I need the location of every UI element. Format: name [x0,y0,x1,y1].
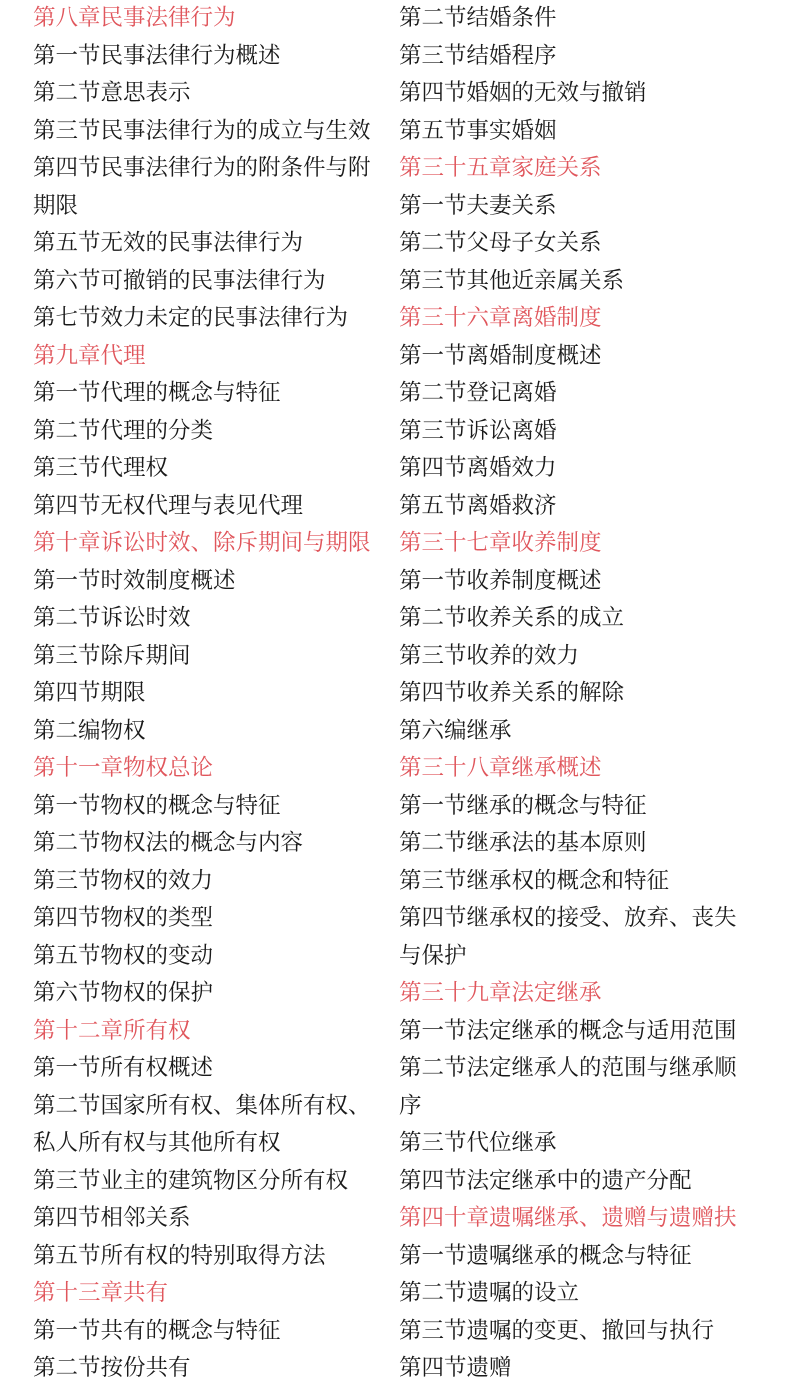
section-entry: 第三节代位继承 [399,1130,557,1156]
section-entry: 第四节法定继承中的遗产分配 [399,1167,692,1194]
section-entry: 第二节物权法的概念与内容 [33,830,304,856]
section-entry: 第五节离婚救济 [399,492,557,519]
section-entry: 第一节物权的概念与特征 [33,792,281,819]
section-entry: 与保护 [399,942,467,969]
section-entry: 第一节法定继承的概念与适用范围 [399,1017,737,1044]
section-entry: 第一节时效制度概述 [33,567,236,594]
section-entry: 第二编物权 [33,717,146,744]
section-entry: 第四节继承权的接受、放弃、丧失 [399,905,737,931]
toc-column-right [399,0,761,1388]
section-entry: 第二节法定继承人的范围与继承顺 [399,1055,737,1081]
section-entry: 第一节继承的概念与特征 [399,792,647,819]
section-entry: 第三节除斥期间 [33,642,191,669]
section-entry: 期限 [33,192,79,219]
section-entry: 第六编继承 [399,717,512,744]
section-entry: 第四节无权代理与表见代理 [33,492,304,519]
section-entry: 第三节遗嘱的变更、撤回与执行 [399,1317,715,1344]
section-entry: 第二节国家所有权、集体所有权、 [33,1092,371,1119]
section-entry: 第五节物权的变动 [33,942,214,969]
section-entry: 第二节收养关系的成立 [399,605,625,631]
section-entry: 第五节所有权的特别取得方法 [33,1242,326,1269]
section-entry: 第四节物权的类型 [33,905,214,931]
chapter-heading: 第十一章物权总论 [33,755,214,781]
section-entry: 第二节结婚条件 [399,5,557,31]
section-entry: 第二节诉讼时效 [33,605,191,631]
section-entry: 第二节父母子女关系 [399,230,602,256]
chapter-heading: 第十章诉讼时效、除斥期间与期限 [33,530,371,556]
section-entry: 第二节按份共有 [33,1355,191,1381]
section-entry: 第三节代理权 [33,455,169,481]
section-entry: 第四节民事法律行为的附条件与附 [33,155,371,181]
chapter-heading: 第三十五章家庭关系 [399,155,602,181]
section-entry: 第一节民事法律行为概述 [33,42,281,69]
chapter-heading: 第九章代理 [33,342,146,369]
chapter-heading: 第十二章所有权 [33,1017,191,1044]
section-entry: 第四节婚姻的无效与撤销 [399,80,647,106]
section-entry: 第一节所有权概述 [33,1055,214,1081]
section-entry: 第四节相邻关系 [33,1205,191,1231]
section-entry: 第四节收养关系的解除 [399,680,625,706]
section-entry: 序 [399,1092,422,1119]
section-entry: 第一节共有的概念与特征 [33,1317,281,1344]
section-entry: 第二节遗嘱的设立 [399,1280,580,1306]
section-entry: 第二节登记离婚 [399,380,557,406]
section-entry: 第四节离婚效力 [399,455,557,481]
section-entry: 第三节继承权的概念和特征 [399,867,670,894]
section-entry: 第五节事实婚姻 [399,117,557,144]
section-entry: 第六节可撤销的民事法律行为 [33,267,326,294]
section-entry: 第一节遗嘱继承的概念与特征 [399,1242,692,1269]
section-entry: 第四节遗赠 [399,1355,512,1381]
chapter-heading: 第三十九章法定继承 [399,980,602,1006]
section-entry: 第二节代理的分类 [33,417,214,444]
section-entry: 第六节物权的保护 [33,980,214,1006]
section-entry: 第二节意思表示 [33,80,191,106]
section-entry: 第三节其他近亲属关系 [399,267,625,294]
chapter-heading: 第十三章共有 [33,1280,169,1306]
section-entry: 第三节收养的效力 [399,642,580,669]
section-entry: 第五节无效的民事法律行为 [33,230,304,256]
chapter-heading: 第四十章遗嘱继承、遗赠与遗赠扶 [399,1205,737,1231]
section-entry: 第一节离婚制度概述 [399,342,602,369]
chapter-heading: 第三十八章继承概述 [399,755,602,781]
chapter-heading: 第八章民事法律行为 [33,5,236,31]
section-entry: 私人所有权与其他所有权 [33,1130,281,1156]
section-entry: 第七节效力未定的民事法律行为 [33,305,349,331]
section-entry: 第一节收养制度概述 [399,567,602,594]
chapter-heading: 第三十七章收养制度 [399,530,602,556]
section-entry: 第一节代理的概念与特征 [33,380,281,406]
section-entry: 第三节结婚程序 [399,42,557,69]
toc-column-left [33,0,395,1388]
section-entry: 第一节夫妻关系 [399,192,557,219]
section-entry: 第四节期限 [33,680,146,706]
section-entry: 第三节业主的建筑物区分所有权 [33,1167,349,1194]
section-entry: 第二节继承法的基本原则 [399,830,647,856]
section-entry: 第三节民事法律行为的成立与生效 [33,117,371,144]
section-entry: 第三节物权的效力 [33,867,214,894]
chapter-heading: 第三十六章离婚制度 [399,305,602,331]
section-entry: 第三节诉讼离婚 [399,417,557,444]
